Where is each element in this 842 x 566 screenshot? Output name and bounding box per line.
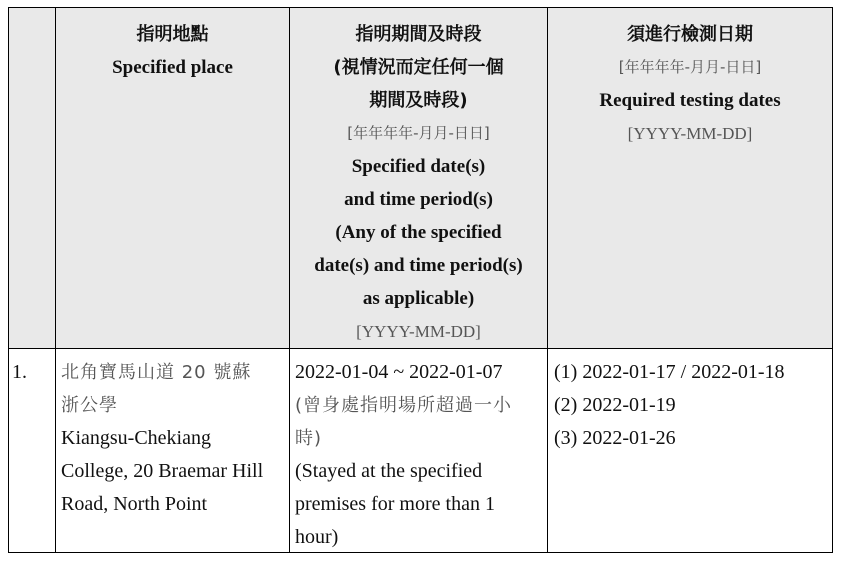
header-period-en-2: and time period(s) xyxy=(344,189,493,210)
header-period-en-5: as applicable) xyxy=(362,288,475,309)
header-period-en-3: (Any of the specified xyxy=(335,222,502,243)
place-en-2: College, 20 Braemar Hill xyxy=(61,460,264,482)
period-en-2: premises for more than 1 xyxy=(295,493,495,515)
period-zh-1: (曾身處指明場所超過一小 xyxy=(295,395,513,416)
header-period-zh-3: 期間及時段) xyxy=(369,90,468,111)
header-testing-date-format-zh: [年年年年-月月-日日] xyxy=(618,58,762,76)
row-place-cell xyxy=(61,356,287,521)
header-place-en: Specified place xyxy=(112,57,233,78)
header-period-date-format-en: [YYYY-MM-DD] xyxy=(356,322,481,341)
period-en-1: (Stayed at the specified xyxy=(295,460,483,482)
testing-date-1: (1) 2022-01-17 / 2022-01-18 xyxy=(554,361,785,383)
row-number-cell xyxy=(12,356,54,389)
column-divider xyxy=(55,8,56,552)
header-specified-period xyxy=(290,18,547,348)
header-testing-en: Required testing dates xyxy=(599,90,781,111)
header-period-date-format-zh: [年年年年-月月-日日] xyxy=(347,124,490,142)
period-zh-2: 時) xyxy=(295,428,323,449)
testing-date-2: (2) 2022-01-19 xyxy=(554,394,676,416)
place-en-1: Kiangsu-Chekiang xyxy=(61,427,211,449)
header-period-en-1: Specified date(s) xyxy=(351,156,486,177)
period-dates: 2022-01-04 ~ 2022-01-07 xyxy=(295,361,503,383)
header-specified-place xyxy=(56,18,289,84)
testing-schedule-table xyxy=(8,7,833,553)
header-period-en-4: date(s) and time period(s) xyxy=(314,255,523,276)
header-testing-date-format-en: [YYYY-MM-DD] xyxy=(627,124,753,143)
row-testing-cell xyxy=(554,356,830,455)
header-period-zh-1: 指明期間及時段 xyxy=(355,24,482,45)
row-number: 1. xyxy=(12,361,27,383)
period-en-3: hour) xyxy=(295,526,339,548)
header-testing-zh: 須進行檢測日期 xyxy=(627,24,753,45)
testing-date-3: (3) 2022-01-26 xyxy=(554,427,676,449)
header-place-zh: 指明地點 xyxy=(136,24,209,45)
place-en-3: Road, North Point xyxy=(61,493,208,515)
row-divider xyxy=(9,348,832,349)
place-zh-1: 北角寶馬山道 20 號蘇 xyxy=(61,362,252,383)
header-period-zh-2: (視情況而定任何一個 xyxy=(333,57,504,78)
header-required-testing xyxy=(548,18,832,150)
place-zh-2: 浙公學 xyxy=(61,395,118,416)
row-period-cell xyxy=(295,356,545,554)
